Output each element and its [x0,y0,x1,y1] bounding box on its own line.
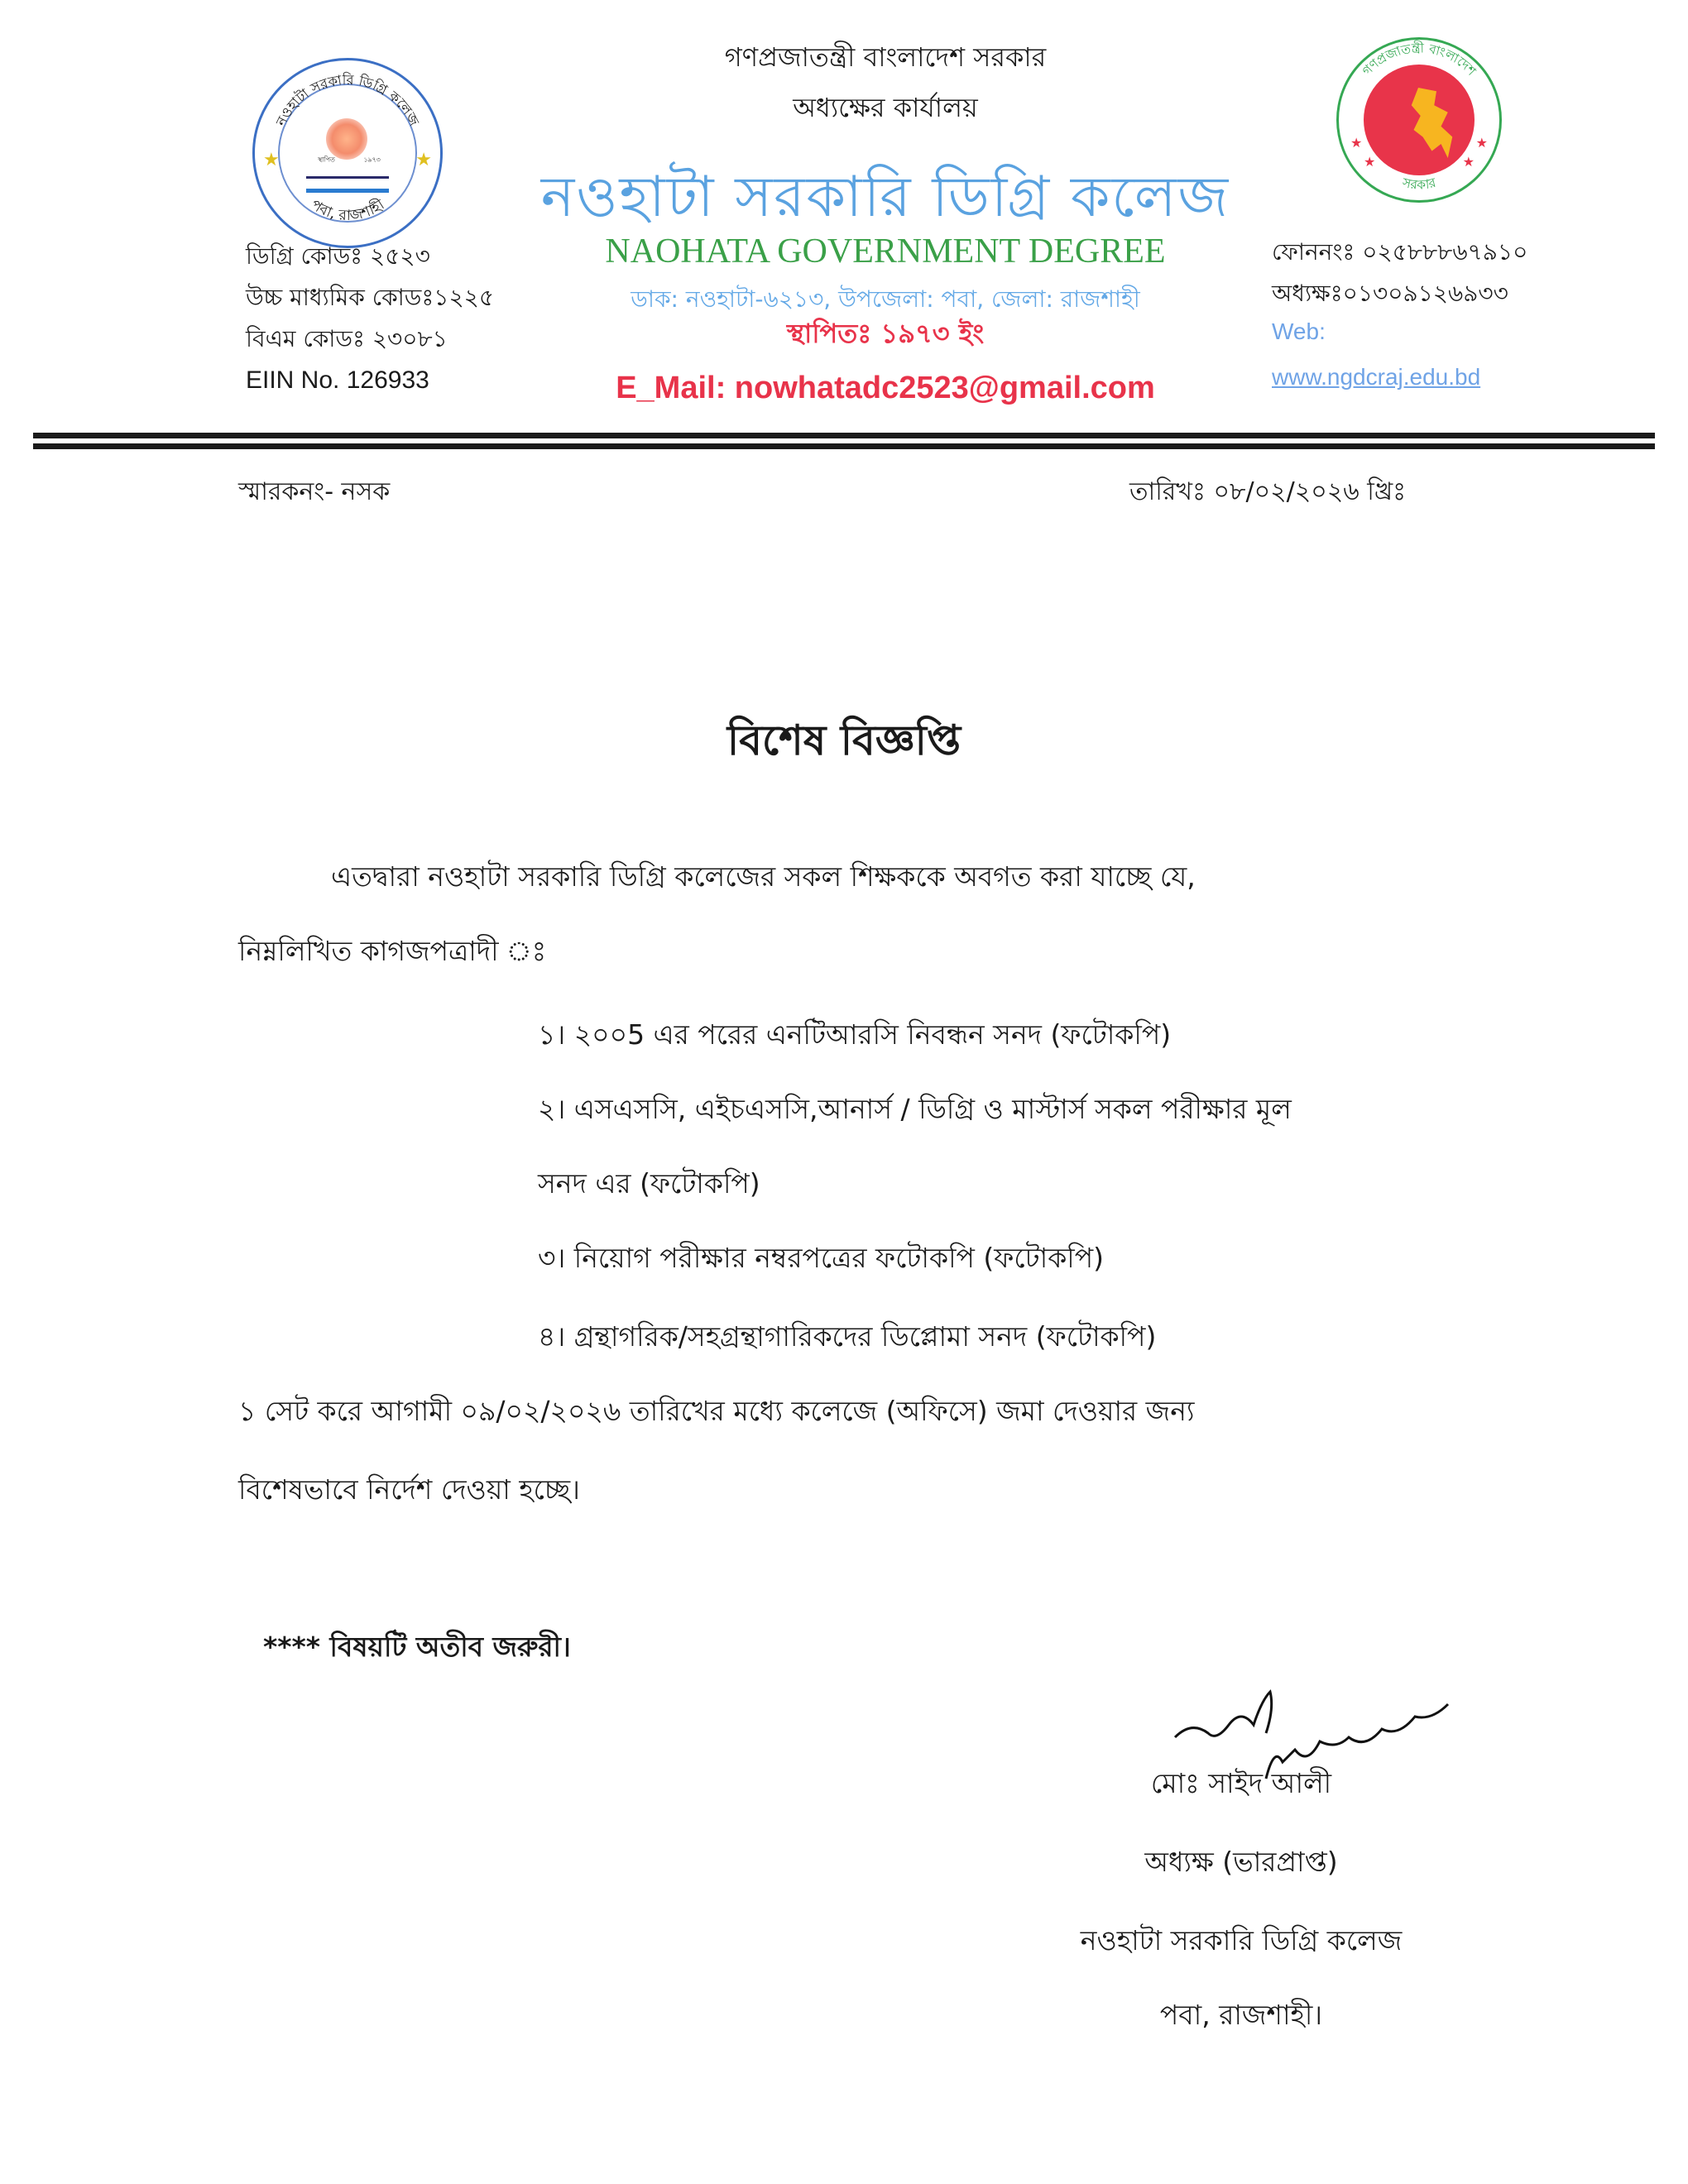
principal-phone: অধ্যক্ষঃ০১৩০৯১২৬৯৩৩ [1272,280,1508,307]
list-item: ২। এসএসসি, এইচএসসি,আনার্স / ডিগ্রি ও মাস্টার্স সকল পরীক্ষার মূল [538,1093,1292,1125]
closing-line-2: বিশেষভাবে নির্দেশ দেওয়া হচ্ছে। [238,1473,580,1506]
intro-line-1: এতদ্বারা নওহাটা সরকারি ডিগ্রি কলেজের সকল শিক্ষককে অবগত করা যাচ্ছে যে, [331,860,1196,893]
memo-number: স্মারকনং- নসক [238,477,391,506]
established-year: স্থাপিতঃ ১৯৭৩ ইং [786,318,985,349]
signatory-location: পবা, রাজশাহী। [1159,1999,1323,2031]
star-icon: ★ [1462,154,1475,170]
header-divider-top [33,433,1655,438]
higher-secondary-code: উচ্চ মাধ্যমিক কোডঃ১২২৫ [246,284,495,311]
office-heading: অধ্যক্ষের কার্যালয় [793,92,978,123]
college-address: ডাক: নওহাটা-৬২১৩, উপজেলা: পবা, জেলা: রাজশাহী [631,285,1140,313]
star-icon: ★ [415,150,432,170]
notice-title: বিশেষ বিজ্ঞপ্তি [727,716,961,764]
svg-text:নওহাটা সরকারি ডিগ্রি কলেজ [272,71,422,129]
college-name-bangla: নওহাটা সরকারি ডিগ্রি কলেজ [540,165,1230,230]
college-name-english: NAOHATA GOVERNMENT DEGREE [605,232,1166,271]
notice-date: তারিখঃ ০৮/০২/২০২৬ খ্রিঃ [1129,477,1407,506]
phone-number: ফোননংঃ ০২৫৮৮৮৬৭৯১০ [1272,238,1528,266]
header-divider-bottom [33,443,1655,449]
intro-line-2: নিম্নলিখিত কাগজপত্রাদী ঃ [238,935,547,967]
svg-text:সরকার [1400,175,1439,193]
government-heading: গণপ্রজাতন্ত্রী বাংলাদেশ সরকার [724,41,1047,73]
degree-code: ডিগ্রি কোডঃ ২৫২৩ [246,242,430,270]
star-icon: ★ [1475,135,1488,151]
government-seal-top-text: গণপ্রজাতন্ত্রী বাংলাদেশ [1359,41,1479,79]
web-label: Web: [1272,318,1326,344]
signatory-name: মোঃ সাইদ আলী [1150,1767,1332,1799]
star-icon: ★ [1350,135,1363,151]
signatory-institution: নওহাটা সরকারি ডিগ্রি কলেজ [1080,1924,1403,1956]
signatory-designation: অধ্যক্ষ (ভারপ্রাপ্ত) [1144,1846,1338,1878]
college-logo-ring-text [255,60,440,246]
list-item: ৪। গ্রন্থাগরিক/সহগ্রন্থাগারিকদের ডিপ্লোমা সনদ (ফটোকপি) [538,1320,1157,1353]
list-item-continuation: সনদ এর (ফটোকপি) [538,1167,760,1200]
college-logo-top-text: নওহাটা সরকারি ডিগ্রি কলেজ [272,72,423,129]
closing-line-1: ১ সেট করে আগামী ০৯/০২/২০২৬ তারিখের মধ্যে কলেজে (অফিসে) জমা দেওয়ার জন্য [238,1395,1195,1427]
government-seal-ring-text [1339,40,1499,200]
list-item: ৩। নিয়োগ পরীক্ষার নম্বরপত্রের ফটোকপি (ফটোকপি) [538,1242,1104,1274]
college-logo-bottom-text: পবা, রাজশাহী [307,196,388,225]
college-logo-est-label: স্থাপিত [317,156,335,164]
list-item: ১। ২০০5 এর পরের এনটিআরসি নিবন্ধন সনদ (ফটোকপি) [538,1018,1172,1051]
website-link[interactable]: www.ngdcraj.edu.bd [1272,364,1481,390]
star-icon: ★ [263,150,280,170]
star-icon: ★ [1364,154,1376,170]
college-logo [252,58,443,248]
government-seal [1336,37,1502,203]
urgent-note: **** বিষয়টি অতীব জরুরী। [263,1631,571,1663]
college-email[interactable]: E_Mail: nowhatadc2523@gmail.com [616,371,1155,405]
bm-code: বিএম কোডঃ ২৩০৮১ [246,325,448,352]
eiin-number: EIIN No. 126933 [246,366,429,394]
government-seal-bottom-text: সরকার [1400,175,1438,193]
svg-text:পবা, রাজশাহী [308,195,388,225]
svg-text:গণপ্রজাতন্ত্রী বাংলাদেশ [1360,40,1479,79]
college-logo-est-year: ১৯৭৩ [363,156,381,164]
